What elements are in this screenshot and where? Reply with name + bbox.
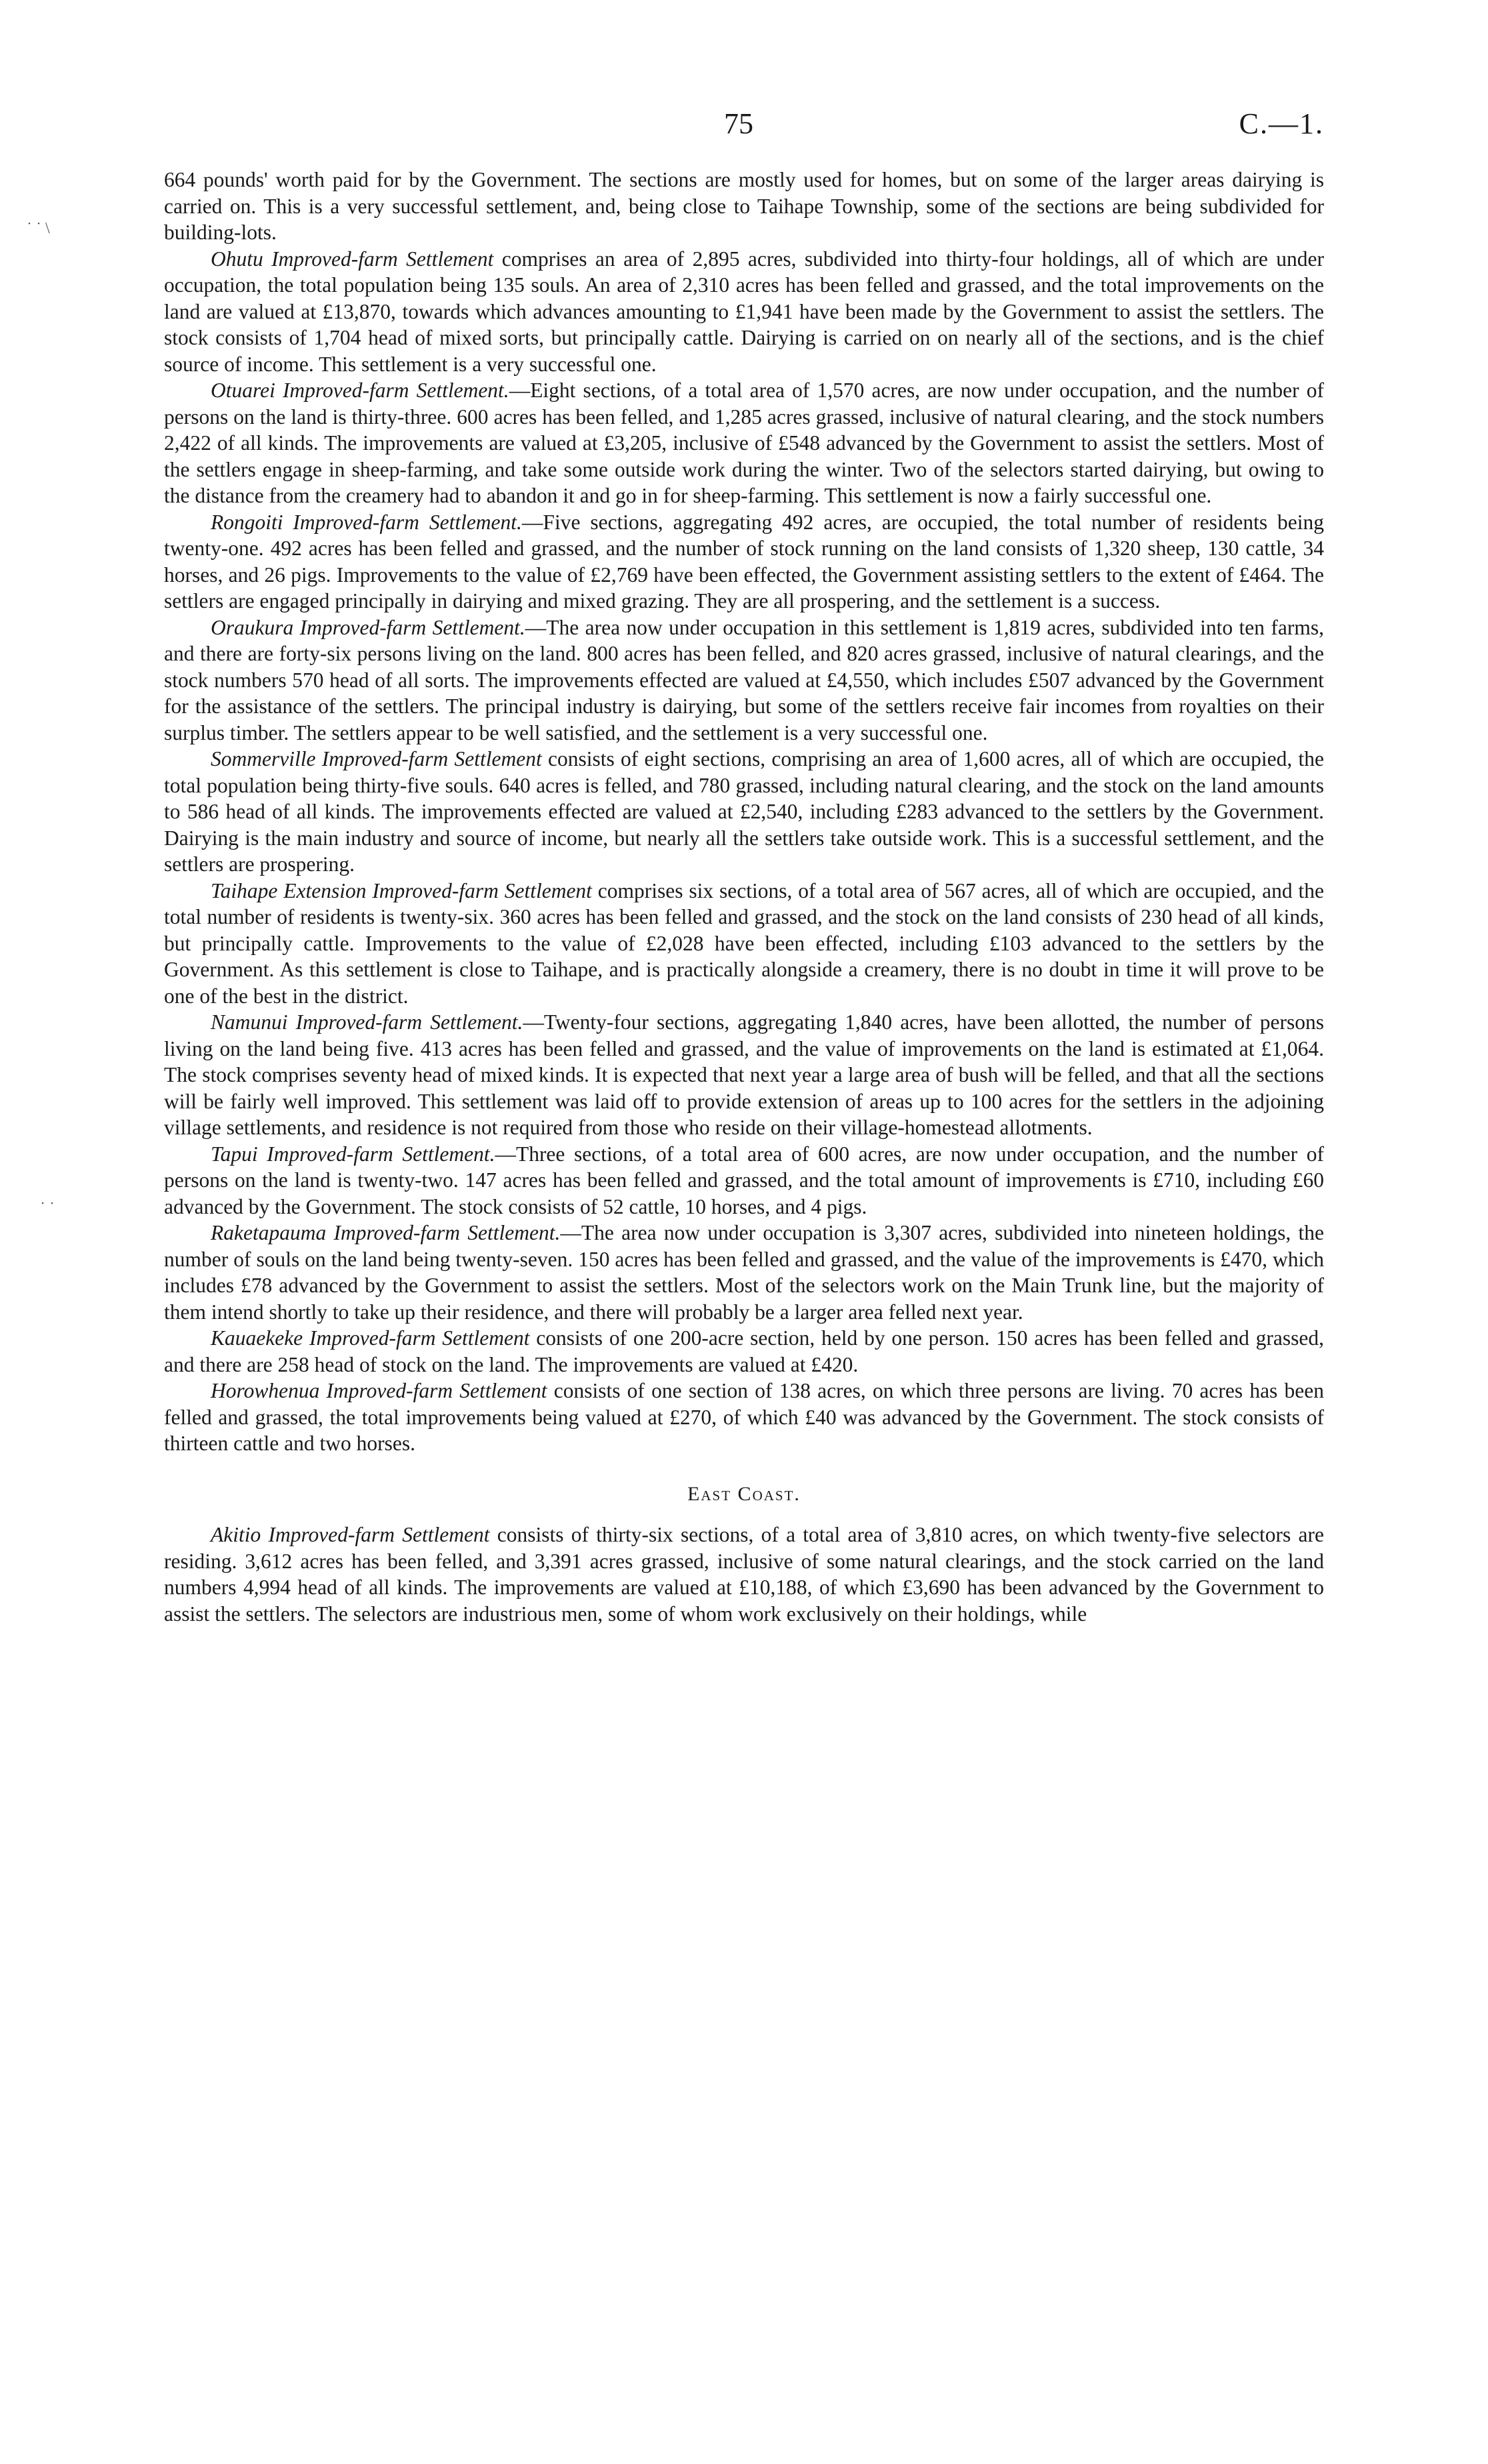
settlement-text: —Five sections, aggregating 492 acres, are occupied, the total number of residents being twenty-one. 492 acres has been felled and grassed, and the number of stock running on the land consists of 1,320 sheep, 130 cattle, 34 horses, and 26 pigs. Improvements to the value of £2,769 have been effected, the Government assisting settlers to the extent of £464. The settlers are engaged principally in dairying and mixed grazing. They are all prospering, and the settlement is a success. bbox=[164, 510, 1325, 613]
settlement-text: comprises six sections, of a total area of 567 acres, all of which are occupied, and the total number of residents is twenty-six. 360 acres has been felled and grassed, and the stock on the land consists of 230 head of all kinds, but principally cattle. Improvements to the value of £2,028 have been effected, including £103 advanced to the settlers by the Government. As this settlement is close to Taihape, and is practically alongside a creamery, there is no doubt in time it will prove to be one of the best in the district. bbox=[164, 878, 1324, 1008]
settlement-paragraph-namunui bbox=[164, 1009, 1324, 1141]
settlement-text: —Three sections, of a total area of 600 acres, are now under occupation, and the number of persons on the land is twenty-two. 147 acres has been felled and grassed, and the total amount of improvements is £710, including £60 advanced by the Government. The stock consists of 52 cattle, 10 horses, and 4 pigs. bbox=[164, 1142, 1324, 1218]
document-reference: C.—1. bbox=[1239, 107, 1324, 140]
page-header bbox=[164, 107, 1324, 167]
settlement-name: Ohutu Improved-farm Settlement bbox=[211, 247, 494, 271]
settlement-name: Tapui Improved-farm Settlement. bbox=[211, 1142, 495, 1166]
document-page bbox=[164, 107, 1324, 1627]
settlement-text: —The area now under occupation in this settlement is 1,819 acres, subdivided into ten farms, and there are forty-six persons living on the land. 800 acres has been felled, and 820 acres grassed, inclusive of natural clearings, and the stock numbers 570 head of all sorts. The improvements effected are valued at £4,550, which includes £507 advanced by the Government for the assistance of the settlers. The principal industry is dairying, but some of the settlers receive fair incomes from royalties on their surplus timber. The settlers appear to be well satisfied, and the settlement is a very successful one. bbox=[164, 615, 1325, 744]
settlement-paragraph-otuarei bbox=[164, 377, 1324, 509]
settlement-paragraph-horowhenua bbox=[164, 1378, 1324, 1457]
settlement-text: consists of thirty-six sections, of a total area of 3,810 acres, on which twenty-five selectors are residing. 3,612 acres has been felled, and 3,391 acres grassed, inclusive of some natural clearings, and the stock carried on the land numbers 4,994 head of all kinds. The improvements are valued at £10,188, of which £3,690 has been advanced by the Government to assist the settlers. The selectors are industrious men, some of whom work exclusively on their holdings, while bbox=[164, 1523, 1324, 1626]
settlement-paragraph-ohutu bbox=[164, 246, 1324, 378]
settlement-paragraph-tapui bbox=[164, 1141, 1324, 1220]
settlement-name: Oraukura Improved-farm Settlement. bbox=[211, 615, 525, 639]
settlement-text: consists of eight sections, comprising an area of 1,600 acres, all of which are occupied, the total population being thirty-five souls. 640 acres is felled, and 780 grassed, including natural clearing, and the stock on the land amounts to 586 head of all kinds. The improvements effected are valued at £2,540, including £283 advanced to the settlers by the Government. Dairying is the main industry and source of income, but nearly all the settlers take outside work. This is a successful settlement, and the settlers are prospering. bbox=[164, 747, 1324, 876]
settlement-paragraph-sommerville bbox=[164, 746, 1324, 878]
settlement-text: —Eight sections, of a total area of 1,570 acres, are now under occupation, and the number of persons on the land is thirty-three. 600 acres has been felled, and 1,285 acres grassed, inclusive of natural clearing, and the stock numbers 2,422 of all kinds. The improvements are valued at £3,205, inclusive of £548 advanced by the Government to assist the settlers. Most of the settlers engage in sheep-farming, and take some outside work during the winter. Two of the selectors started dairying, but owing to the distance from the creamery had to abandon it and go in for sheep-farming. This settlement is now a fairly successful one. bbox=[164, 379, 1324, 507]
settlement-name: Sommerville Improved-farm Settlement bbox=[211, 747, 542, 770]
settlement-name: Kauaekeke Improved-farm Settlement bbox=[211, 1326, 530, 1350]
margin-mark: ˙ ˙ bbox=[40, 1200, 55, 1217]
settlement-text: —Twenty-four sections, aggregating 1,840 acres, have been allotted, the number of persons living on the land being five. 413 acres has been felled and grassed, and the value of improvements on the land is estimated at £1,064. The stock comprises seventy head of mixed kinds. It is expected that next year a large area of bush will be felled, and that all the sections will be fairly well improved. This settlement was laid off to provide extension of areas up to 100 acres for the settlers in the adjoining village settlements, and residence is not required from those who reside on their village-homestead allotments. bbox=[164, 1010, 1324, 1139]
settlement-paragraph-raketapauma bbox=[164, 1220, 1324, 1325]
settlement-name: Raketapauma Improved-farm Settlement. bbox=[211, 1221, 561, 1244]
settlement-name: Rongoiti Improved-farm Settlement. bbox=[211, 510, 522, 534]
section-heading-east-coast: East Coast. bbox=[687, 1482, 801, 1505]
settlement-text: —The area now under occupation is 3,307 acres, subdivided into nineteen holdings, the number of souls on the land being twenty-seven. 150 acres has been felled and grassed, and the value of the improvements is £470, which includes £78 advanced by the Government to assist the settlers. Most of the selectors work on the Main Trunk line, but the majority of them intend shortly to take up their residence, and there will probably be a larger area felled next year. bbox=[164, 1221, 1324, 1324]
settlement-name: Otuarei Improved-farm Settlement. bbox=[211, 379, 509, 402]
settlement-text: consists of one 200-acre section, held by one person. 150 acres has been felled and grassed, and there are 258 head of stock on the land. The improvements are valued at £420. bbox=[164, 1326, 1324, 1376]
settlement-text: comprises an area of 2,895 acres, subdivided into thirty-four holdings, all of which are under occupation, the total population being 135 souls. An area of 2,310 acres has been felled and grassed, and the total improvements on the land are valued at £13,870, towards which advances amounting to £1,941 have been made by the Government to assist the settlers. The stock consists of 1,704 head of mixed sorts, but principally cattle. Dairying is carried on on nearly all of the sections, and is the chief source of income. This settlement is a very successful one. bbox=[164, 247, 1324, 376]
settlement-paragraph-rongoiti bbox=[164, 509, 1324, 615]
settlement-name: Horowhenua Improved-farm Settlement bbox=[211, 1379, 547, 1402]
settlement-name: Akitio Improved-farm Settlement bbox=[211, 1523, 490, 1546]
body-text bbox=[164, 167, 1324, 1627]
opening-paragraph: 664 pounds' worth paid for by the Government. The sections are mostly used for homes, but on some of the larger areas dairying is carried on. This is a very successful settlement, and, being close to Taihape Township, some of the sections are being subdivided for building-lots. bbox=[164, 168, 1324, 244]
settlement-paragraph-akitio bbox=[164, 1522, 1324, 1627]
page-number: 75 bbox=[724, 107, 753, 140]
settlement-name: Taihape Extension Improved-farm Settlement bbox=[211, 878, 592, 902]
margin-mark: ˙ ˙ \ bbox=[27, 220, 50, 237]
settlement-paragraph-taihape-extension bbox=[164, 878, 1324, 1010]
settlement-paragraph-kauaekeke bbox=[164, 1325, 1324, 1378]
settlement-paragraph-oraukura bbox=[164, 615, 1324, 746]
settlement-name: Namunui Improved-farm Settlement. bbox=[211, 1010, 523, 1034]
settlement-text: consists of one section of 138 acres, on which three persons are living. 70 acres has been felled and grassed, the total improvements being valued at £270, of which £40 was advanced by the Government. The stock consists of thirteen cattle and two horses. bbox=[164, 1379, 1324, 1455]
